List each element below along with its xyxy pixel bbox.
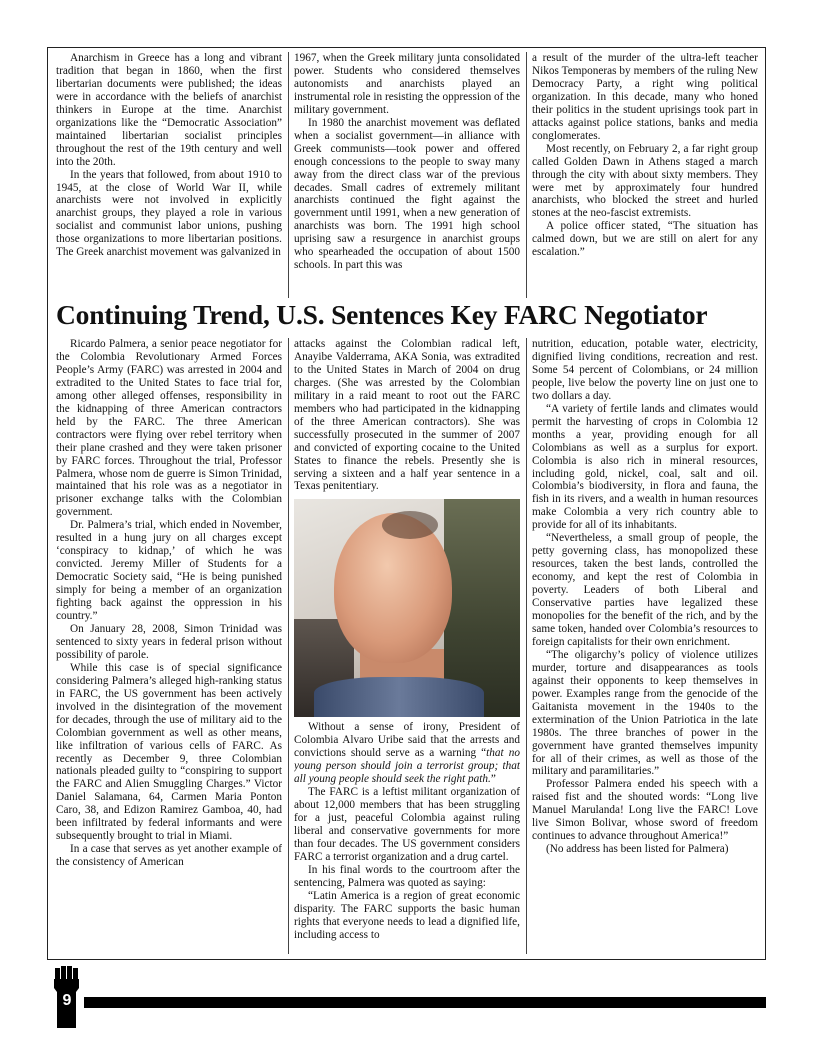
column-divider [526, 52, 527, 298]
paragraph: In 1980 the anarchist movement was deflated when a socialist government—in alliance with Greek communists—took power and offered enough concessions to the people to sway many away from the direct class war of the previous decades. Small cadres of extremely militant anarchists continued the fight against the government until 1991, when a new generation of anarchists was born. The 1991 high school uprising saw a resurgence in anarchist groups who spearheaded the occupation of about 1500 schools. In part this was [294, 116, 520, 272]
page-number: 9 [62, 992, 72, 1009]
paragraph: Ricardo Palmera, a senior peace negotiator for the Colombia Revolutionary Armed Forces People’s Army (FARC) was arrested in 2004 and extradited to the United States to face trial for, among other alleged offenses, responsibility in the kidnapping of three American contractors held by the FARC. The three American contractors were flying over rebel territory when their plane crashed and they were taken prisoner by FARC forces. Throughout the trial, Professor Palmera, whose nom de guerre is Simon Trinidad, maintained that his role was as a negotiator in prisoner exchange talks with the Colombian government. [56, 338, 282, 519]
paragraph: “Nevertheless, a small group of people, the petty governing class, has monopolized these resources, taken the best lands, controlled the economy, and kept the rest of Colombia in poverty. Leaders of both Liberal and Conservative parties have legalized these monopolies for the benefit of the rich, and by the same token, handed over Colombia’s resources to foreign capitalists for their own enrichment. [532, 532, 758, 648]
paragraph: While this case is of special significance considering Palmera’s alleged high-ranking status in FARC, the US government has been actively involved in the disintegration of the movement for decades, through the use of military aid to the Colombian government as well as other means, like infiltration of various cells of FARC. As recently as December 9, three Colombian nationals pleaded guilty to “conspiring to support the FARC and Alien Smuggling Charges.” Victor Daniel Salamana, 64, Carmen Maria Ponton Caro, 38, and Edizon Ramirez Gamboa, 40, had been infiltrated by federal informants and were subsequently brought to trial in Miami. [56, 661, 282, 843]
uribe-lead: Without a sense of irony, President of Colombia Alvaro Uribe said that the arrests and convictions should serve as a warning “ [294, 721, 520, 760]
paragraph: A police officer stated, “The situation has calmed down, but we are still on alert for any escalation.” [532, 220, 758, 259]
paragraph: Dr. Palmera’s trial, which ended in November, resulted in a hung jury on all charges except ‘conspiracy to kidnap,’ of which he was convicted. Jeremy Miller of Students for a Democratic Society said, “He is being punished simply for being a member of an organization fighting back against the oppression in his country.” [56, 519, 282, 623]
column-divider [288, 338, 289, 954]
farc-article [56, 338, 760, 956]
uribe-quote: that no young person should join a terrorist group; that all young people should seek the right path. [294, 747, 520, 786]
uribe-tail: ” [490, 773, 496, 786]
paragraph: 1967, when the Greek military junta consolidated power. Students who considered themselves autonomists and anarchists played an instrumental role in resisting the oppression of the military government. [294, 52, 520, 116]
footer-bar [84, 997, 766, 1008]
paragraph: The FARC is a leftist militant organization of about 12,000 members that has been struggling for a just, peaceful Colombia against ruling liberal and conservative governments for more than four decades. The US government considers FARC a terrorist organization and a drug cartel. [294, 786, 520, 863]
paragraph: Professor Palmera ended his speech with a raised fist and the shouted words: “Long live Manuel Marulanda! Long live the FARC! Love live Simon Bolivar, whose sword of freedom continues to advance throughout America!” [532, 778, 758, 843]
paragraph: “Latin America is a region of great economic disparity. The FARC supports the basic human rights that everyone needs to lead a dignified life, including access to [294, 889, 520, 941]
paragraph: a result of the murder of the ultra-left teacher Nikos Temponeras by members of the ruling New Democracy Party, a right wing political organization. In this decade, many who honed their politics in the student uprisings took part in attacks against police stations, banks and media conglomerates. [532, 52, 758, 142]
greece-column-3 [532, 52, 758, 300]
paragraph [294, 721, 520, 786]
paragraph: attacks against the Colombian radical left, Anayibe Valderrama, AKA Sonia, was extradited to the United States in March of 2004 on drug charges. (She was arrested by the Colombian military in a raid meant to root out the FARC members who had participated in the kidnapping of the three American contractors). She was successfully prosecuted in the summer of 2007 and convicted of exporting cocaine to the United States to finance the rebels. Presently she is serving a sixteen and a half year sentence in a Texas penitentiary. [294, 338, 520, 493]
paragraph: (No address has been listed for Palmera) [546, 843, 729, 856]
farc-column-1 [56, 338, 282, 956]
paragraph: On January 28, 2008, Simon Trinidad was sentenced to sixty years in federal prison without possibility of parole. [56, 622, 282, 661]
photo-shirt [314, 677, 484, 717]
article-headline: Continuing Trend, U.S. Sentences Key FARC Negotiator [56, 299, 708, 330]
paragraph: “The oligarchy’s policy of violence utilizes murder, torture and disappearances as tools against their opponents to keep themselves in power. Examples range from the genocide of the Gaitanista movement in the 1940s to the extermination of the Union Patriotica in the late 1980s. The three branches of power in the government have granted themselves impunity for all of their crimes, as well as those of the military and paramilitaries.” [532, 648, 758, 778]
palmera-photo [294, 499, 520, 717]
column-divider [526, 338, 527, 954]
paragraph: Anarchism in Greece has a long and vibrant tradition that began in 1860, when the first libertarian documents were published; the ideas were in accordance with the beliefs of anarchist thinkers in Europe at the time. Anarchist organizations like the “Democratic Association” maintained libertarian socialist principles throughout the rest of the 19th century and well into the 20th. [56, 52, 282, 168]
farc-column-3 [532, 338, 758, 956]
paragraph: In the years that followed, from about 1910 to 1945, at the close of World War II, while anarchists were not involved in explicitly anarchist groups, they played a role in various socialist and communist labor unions, pushing those organizations to more libertarian positions. The Greek anarchist movement was galvanized in [56, 168, 282, 259]
paragraph: In his final words to the courtroom after the sentencing, Palmera was quoted as saying: [294, 863, 520, 889]
greece-column-1 [56, 52, 282, 300]
greece-column-2 [294, 52, 520, 300]
farc-column-2 [294, 338, 520, 956]
column-divider [288, 52, 289, 298]
paragraph: “A variety of fertile lands and climates would permit the harvesting of crops in Colombia 12 months a year, providing enough for all Colombians as well as a surplus for export. Colombia is also rich in mineral resources, including gold, nickel, coal, salt and oil. Colombia’s biodiversity, in flora and fauna, the fish in its rivers, and a wealth in human resources make Colombia a very rich country able to provide for all of its inhabitants. [532, 402, 758, 532]
paragraph: nutrition, education, potable water, electricity, dignified living conditions, recreation and rest. Some 54 percent of Colombians, or 24 million people, live below the poverty line on just one to two dollars a day. [532, 338, 758, 402]
paragraph: In a case that serves as yet another example of the consistency of American [56, 843, 282, 869]
greece-article [56, 52, 760, 300]
paragraph: Most recently, on February 2, a far right group called Golden Dawn in Athens staged a march through the city with about sixty members. They were met by approximately four hundred anarchists, who blocked the street and hurled stones at the neo-fascist extremists. [532, 142, 758, 220]
